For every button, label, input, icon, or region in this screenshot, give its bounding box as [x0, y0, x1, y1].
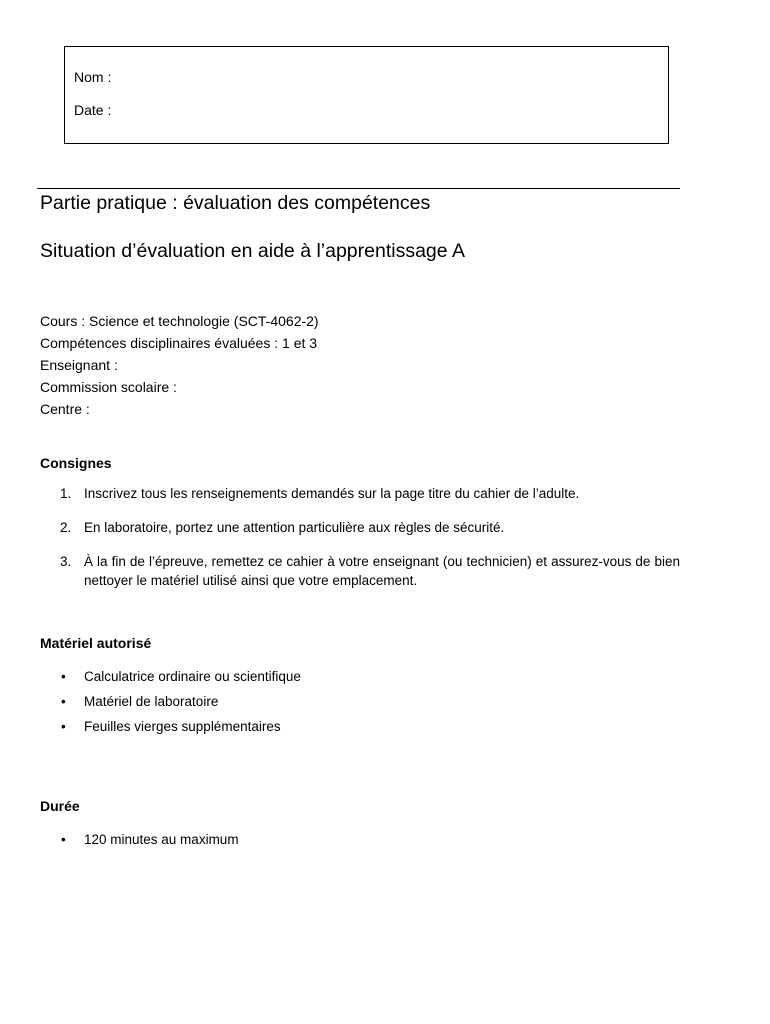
- bullet-icon: •: [61, 694, 66, 709]
- list-item-text: Feuilles vierges supplémentaires: [84, 719, 281, 734]
- list-item-text: À la fin de l’épreuve, remettez ce cahier à votre enseignant (ou technicien) et assurez-vous de bien nettoyer le matériel utilisé ainsi que votre emplacement.: [84, 554, 680, 588]
- list-item: [40, 667, 301, 692]
- title-divider: [37, 188, 680, 189]
- identification-box: [64, 46, 669, 144]
- course-info: [40, 310, 319, 420]
- name-field-label: Nom :: [74, 69, 112, 85]
- date-field-label: Date :: [74, 102, 112, 118]
- list-item: [40, 552, 680, 590]
- center-line: Centre :: [40, 401, 90, 417]
- list-item: [40, 484, 680, 503]
- instructions-list: [40, 484, 680, 605]
- list-number: 3.: [60, 554, 72, 569]
- bullet-icon: •: [61, 832, 66, 847]
- instructions-heading: Consignes: [40, 455, 112, 471]
- list-item-text: Matériel de laboratoire: [84, 694, 219, 709]
- materials-list: [40, 667, 301, 742]
- competencies-line: Compétences disciplinaires évaluées : 1 et 3: [40, 335, 318, 351]
- list-item-text: Calculatrice ordinaire ou scientifique: [84, 669, 301, 684]
- school-board-line: Commission scolaire :: [40, 379, 177, 395]
- list-item-text: 120 minutes au maximum: [84, 832, 239, 847]
- teacher-line: Enseignant :: [40, 357, 118, 373]
- list-item: [40, 830, 239, 855]
- list-item-text: En laboratoire, portez une attention particulière aux règles de sécurité.: [84, 520, 505, 535]
- list-item-text: Inscrivez tous les renseignements demandés sur la page titre du cahier de l’adulte.: [84, 486, 580, 501]
- duration-heading: Durée: [40, 798, 80, 814]
- list-number: 2.: [60, 520, 72, 535]
- page-subtitle: Situation d’évaluation en aide à l’apprentissage A: [40, 240, 465, 262]
- materials-heading: Matériel autorisé: [40, 635, 152, 651]
- bullet-icon: •: [61, 719, 66, 734]
- duration-list: [40, 830, 239, 855]
- list-item: [40, 717, 301, 742]
- list-item: [40, 692, 301, 717]
- page-title: Partie pratique : évaluation des compétences: [40, 192, 431, 214]
- course-line: Cours : Science et technologie (SCT-4062-2): [40, 313, 319, 329]
- bullet-icon: •: [61, 669, 66, 684]
- list-item: [40, 518, 680, 537]
- list-number: 1.: [60, 486, 72, 501]
